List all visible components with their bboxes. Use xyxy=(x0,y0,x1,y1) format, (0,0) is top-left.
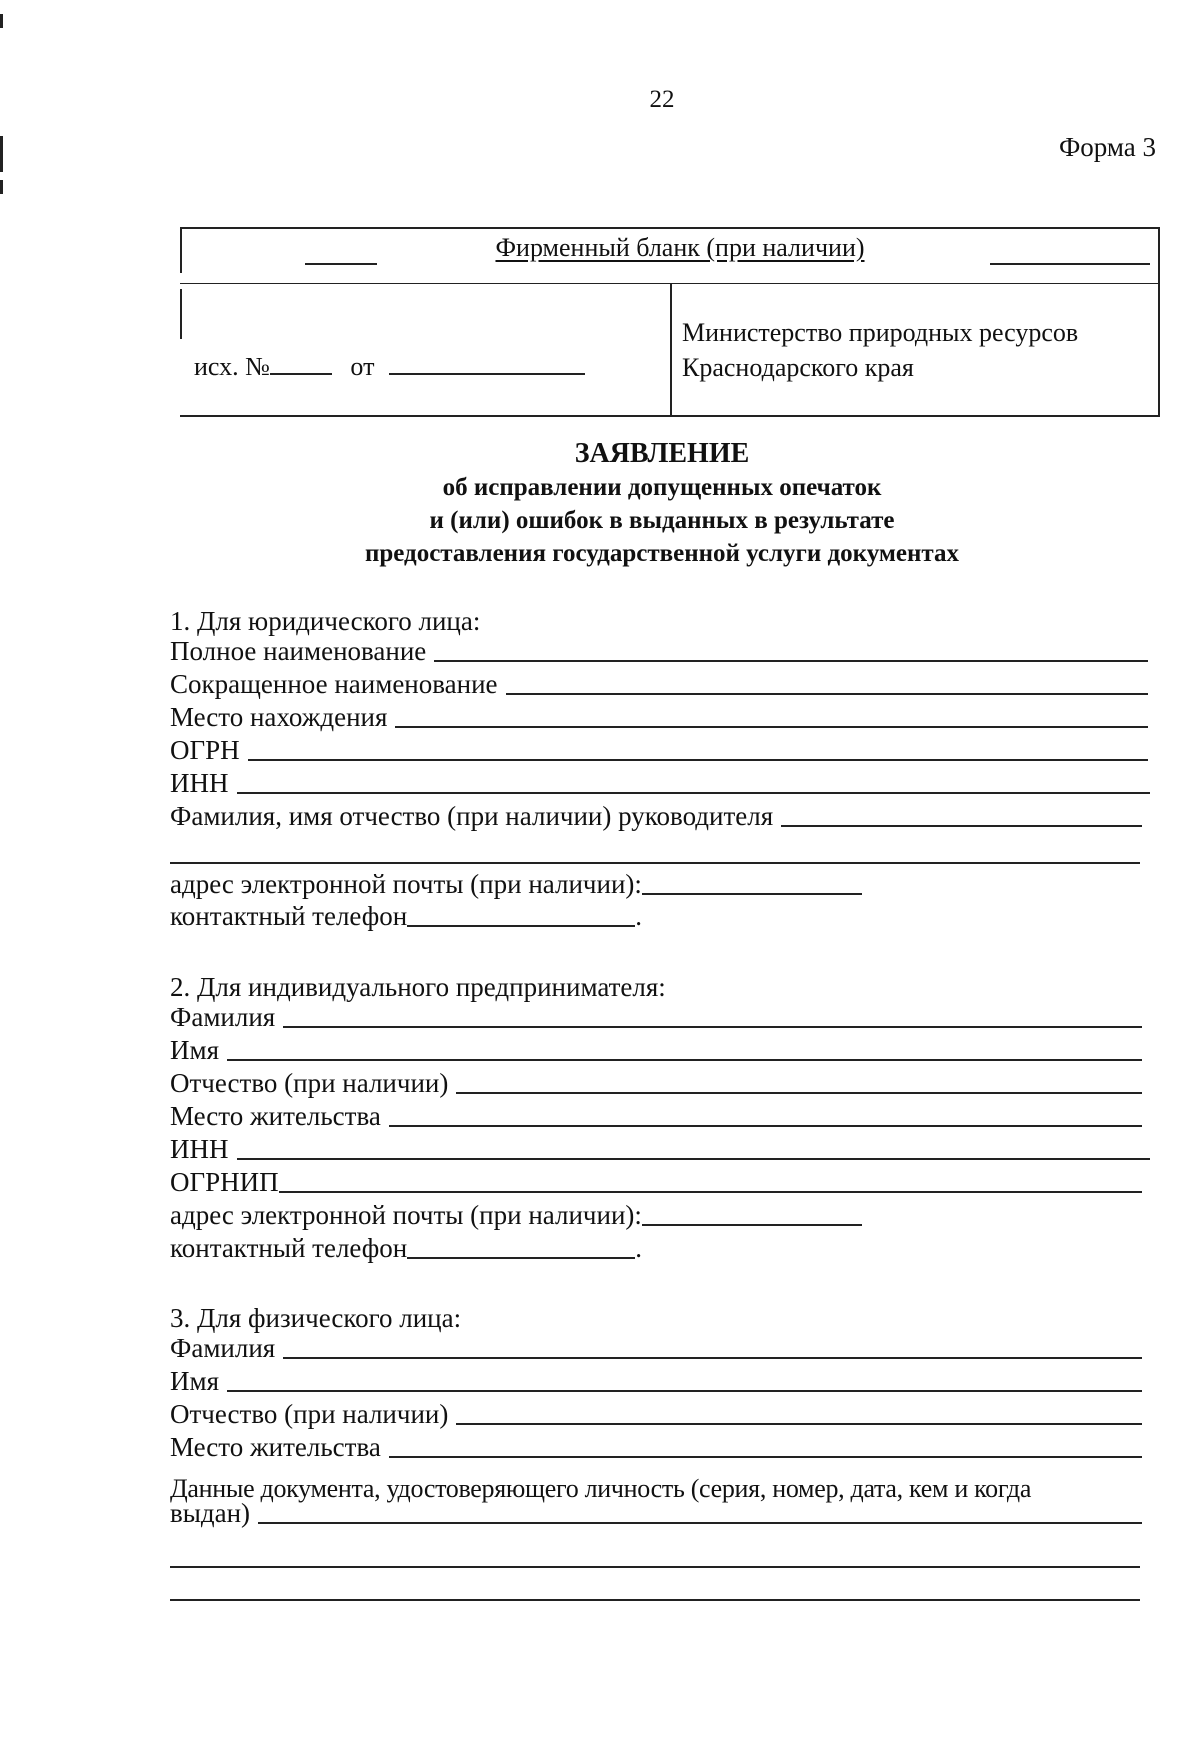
ogrn-input-line[interactable] xyxy=(248,759,1148,761)
field-ip-residence xyxy=(170,1100,1142,1132)
short-name-input-line[interactable] xyxy=(506,693,1148,695)
field-short-name xyxy=(170,668,1148,700)
email-input-line[interactable] xyxy=(642,893,862,895)
field-head-name xyxy=(170,800,1142,832)
field-label: выдан) xyxy=(170,1498,251,1528)
scan-edge-mark xyxy=(0,136,3,172)
field-label: Место нахождения xyxy=(170,702,388,732)
scan-edge-mark xyxy=(0,180,3,194)
letterhead-left-border xyxy=(180,289,182,339)
person-residence-input-line[interactable] xyxy=(389,1456,1142,1458)
letterhead-top-border xyxy=(180,227,1160,229)
recipient-line: Министерство природных ресурсов xyxy=(682,318,1079,347)
ip-name-input-line[interactable] xyxy=(227,1059,1142,1061)
field-label: Фамилия, имя отчество (при наличии) руководителя xyxy=(170,801,774,831)
id-document-label: Данные документа, удостоверяющего личность (серия, номер, дата, кем и когда xyxy=(170,1474,1032,1503)
field-ip-ogrnip xyxy=(170,1166,1142,1198)
field-ogrn xyxy=(170,734,1148,766)
ip-patronymic-input-line[interactable] xyxy=(456,1092,1142,1094)
location-input-line[interactable] xyxy=(395,726,1148,728)
person-surname-input-line[interactable] xyxy=(283,1357,1142,1359)
id-document-continuation-line[interactable] xyxy=(170,1566,1140,1568)
scan-edge-mark xyxy=(0,14,3,28)
field-label: Фамилия xyxy=(170,1002,276,1032)
field-full-name xyxy=(170,635,1148,667)
outgoing-ref-line xyxy=(194,349,585,382)
field-inn-legal xyxy=(170,767,1150,799)
id-document-input-line[interactable] xyxy=(258,1522,1142,1524)
phone-input-line[interactable] xyxy=(407,925,635,927)
ip-ogrnip-input-line[interactable] xyxy=(279,1191,1142,1193)
ip-surname-input-line[interactable] xyxy=(283,1026,1142,1028)
field-label: контактный телефон xyxy=(170,1233,408,1263)
full-name-input-line[interactable] xyxy=(434,660,1148,662)
field-label: Место жительства xyxy=(170,1432,381,1462)
letterhead-dash xyxy=(990,263,1150,265)
field-person-surname xyxy=(170,1332,1142,1364)
form-number: Форма 3 xyxy=(1058,132,1156,162)
field-label: Имя xyxy=(170,1366,220,1396)
field-label: Имя xyxy=(170,1035,220,1065)
letterhead-column-divider xyxy=(670,283,672,415)
field-ip-name xyxy=(170,1034,1142,1066)
ref-number-label: исх. № xyxy=(194,352,270,381)
period-mark: . xyxy=(635,901,642,931)
field-label: ИНН xyxy=(170,768,229,798)
ip-email-input-line[interactable] xyxy=(642,1224,862,1226)
field-label: адрес электронной почты (при наличии): xyxy=(170,869,642,899)
page-number: 22 xyxy=(649,86,675,113)
ip-inn-input-line[interactable] xyxy=(237,1158,1151,1160)
field-person-patronymic xyxy=(170,1398,1142,1430)
section-heading-legal: 1. Для юридического лица: xyxy=(170,606,481,636)
field-label: ИНН xyxy=(170,1134,229,1164)
field-phone-ip xyxy=(170,1232,870,1264)
head-name-continuation-line[interactable] xyxy=(170,862,1140,864)
field-label: контактный телефон xyxy=(170,901,408,931)
period-mark: . xyxy=(635,1233,642,1263)
field-ip-patronymic xyxy=(170,1067,1142,1099)
document-subtitle-line: предоставления государственной услуги документах xyxy=(364,540,960,567)
field-location xyxy=(170,701,1148,733)
recipient-line: Краснодарского края xyxy=(682,353,914,382)
person-name-input-line[interactable] xyxy=(227,1390,1142,1392)
field-person-residence xyxy=(170,1431,1142,1463)
field-label: ОГРНИП xyxy=(170,1167,279,1197)
document-subtitle-line: об исправлении допущенных опечаток xyxy=(442,474,882,501)
ref-number-blank[interactable] xyxy=(270,349,332,375)
ip-phone-input-line[interactable] xyxy=(407,1257,635,1259)
letterhead-bottom-border xyxy=(180,415,1160,417)
field-phone-legal xyxy=(170,900,870,932)
field-id-document xyxy=(170,1497,1142,1529)
document-title: ЗАЯВЛЕНИЕ xyxy=(574,438,750,469)
field-ip-surname xyxy=(170,1001,1142,1033)
field-email-legal xyxy=(170,868,950,900)
person-patronymic-input-line[interactable] xyxy=(456,1423,1142,1425)
field-label: ОГРН xyxy=(170,735,240,765)
inn-input-line[interactable] xyxy=(237,792,1151,794)
id-document-continuation-line[interactable] xyxy=(170,1599,1140,1601)
recipient-block xyxy=(682,315,1078,385)
field-label: Полное наименование xyxy=(170,636,427,666)
field-label: Место жительства xyxy=(170,1101,381,1131)
letterhead-dash xyxy=(305,263,377,265)
field-label: Сокращенное наименование xyxy=(170,669,498,699)
field-label: Отчество (при наличии) xyxy=(170,1068,449,1098)
letterhead-title-text: Фирменный бланк (при наличии) xyxy=(495,233,865,262)
field-ip-inn xyxy=(170,1133,1150,1165)
letterhead-box xyxy=(180,227,1160,417)
field-email-ip xyxy=(170,1199,950,1231)
ref-date-blank[interactable] xyxy=(389,349,585,375)
ip-residence-input-line[interactable] xyxy=(389,1125,1142,1127)
head-name-input-line[interactable] xyxy=(781,825,1142,827)
letterhead-title xyxy=(180,233,1180,263)
field-label: Отчество (при наличии) xyxy=(170,1399,449,1429)
field-person-name xyxy=(170,1365,1142,1397)
field-label: адрес электронной почты (при наличии): xyxy=(170,1200,642,1230)
section-heading-ip: 2. Для индивидуального предпринимателя: xyxy=(170,972,666,1002)
document-subtitle-line: и (или) ошибок в выданных в результате xyxy=(429,507,895,534)
section-heading-person: 3. Для физического лица: xyxy=(170,1303,462,1333)
ref-date-label: от xyxy=(350,352,375,381)
field-label: Фамилия xyxy=(170,1333,276,1363)
